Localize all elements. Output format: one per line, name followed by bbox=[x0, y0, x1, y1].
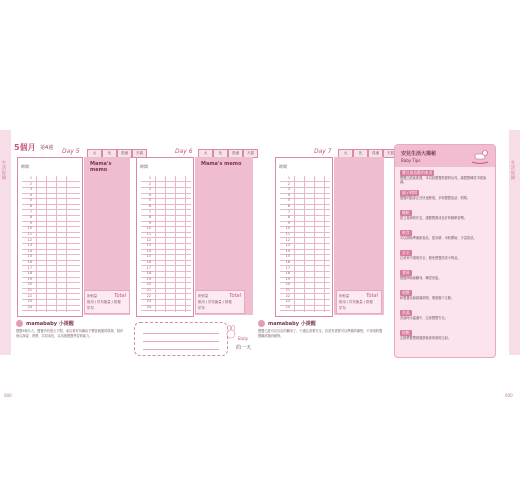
total-label: 飲用 / 尿布換量 / 排便 bbox=[87, 300, 121, 304]
hour-number: 7 bbox=[29, 209, 32, 214]
month-title: 5個月 bbox=[14, 143, 36, 152]
baby-tips-title: 安兒生活大揭秘 bbox=[401, 151, 437, 157]
check-label: 洗澡 bbox=[368, 149, 383, 158]
page-number-right: 000 bbox=[505, 393, 513, 398]
log-row bbox=[22, 305, 80, 311]
side-tab-text-right: 生活紀錄 bbox=[511, 160, 515, 180]
grid-col bbox=[304, 176, 305, 312]
hour-number: 9 bbox=[29, 220, 32, 225]
hour-number: 6 bbox=[148, 204, 151, 208]
hour-number: 14 bbox=[27, 248, 32, 253]
log-row bbox=[280, 305, 330, 311]
grid-col bbox=[155, 176, 156, 312]
check-label: 大 bbox=[198, 149, 213, 158]
hour-number: 21 bbox=[285, 288, 290, 292]
hour-number: 13 bbox=[27, 243, 32, 248]
grid-col bbox=[314, 176, 315, 312]
hour-number: 2 bbox=[148, 181, 151, 186]
top-band-left bbox=[0, 117, 258, 127]
check-label: 大 bbox=[338, 149, 353, 158]
check-label: 大 bbox=[87, 149, 102, 158]
hour-number: 8 bbox=[148, 215, 151, 220]
total-label: 尿布 bbox=[339, 306, 346, 310]
hour-number: 10 bbox=[146, 226, 151, 231]
hour-number: 15 bbox=[146, 254, 151, 259]
hour-number: 1 bbox=[29, 176, 32, 180]
tip-heading: 寶貝最喜歡的東西 bbox=[402, 170, 433, 175]
hour-number: 1 bbox=[287, 176, 290, 180]
total-word: Total bbox=[366, 293, 378, 299]
tip-body: 寶寶的腦部正在快速發展，多與寶寶說話、唱歌。 bbox=[400, 196, 471, 200]
hour-number: 8 bbox=[29, 215, 32, 220]
hour-number: 9 bbox=[287, 220, 290, 225]
rocking-horse-icon bbox=[469, 148, 491, 165]
hour-number: 4 bbox=[287, 192, 290, 197]
tip-body: 寶寶開始會翻身，練習坐姿。 bbox=[400, 276, 442, 280]
hour-number: 8 bbox=[287, 215, 290, 220]
day-7-label: Day 7 bbox=[314, 148, 332, 155]
hour-number: 23 bbox=[27, 299, 32, 304]
baby-day-box[interactable] bbox=[134, 322, 228, 356]
hour-number: 19 bbox=[146, 276, 151, 281]
hour-number: 7 bbox=[287, 209, 290, 214]
hour-number: 24 bbox=[27, 304, 32, 309]
tip-box-right bbox=[258, 320, 386, 354]
baby-caption: Baby bbox=[238, 336, 249, 341]
total-box-day6 bbox=[195, 290, 245, 314]
tip-box-left bbox=[16, 320, 128, 354]
total-label: 奶粉量 bbox=[339, 294, 350, 298]
tip-heading: 提醒 bbox=[402, 330, 410, 335]
hour-number: 11 bbox=[27, 232, 32, 236]
time-label: 時間 bbox=[279, 164, 287, 169]
hour-number: 10 bbox=[285, 226, 290, 231]
note-line bbox=[143, 349, 219, 350]
tip-text: 寶寶5個月大，寶寶仍有很大下限，而以要有持續給予豐富刺激的環境，陪伴他以探索、遊戲、共同成長，以培養寶寶學習的能力。 bbox=[16, 329, 124, 338]
time-label: 時間 bbox=[21, 164, 29, 169]
hour-number: 12 bbox=[146, 237, 151, 242]
tip-body: 可以開始準備副食品，從米精、米粉開始，少量嘗試。 bbox=[400, 236, 477, 240]
hour-number: 17 bbox=[27, 265, 32, 270]
tip-title: mamababy 小提醒 bbox=[268, 321, 316, 327]
log-row bbox=[141, 305, 191, 311]
total-word: Total bbox=[114, 293, 126, 299]
total-label: 飲用 / 尿布換量 / 排便 bbox=[339, 300, 373, 304]
hour-number: 22 bbox=[146, 293, 151, 298]
note-line bbox=[143, 333, 219, 334]
total-word: Total bbox=[229, 293, 241, 299]
baby-tips-subtitle: Baby Tips bbox=[401, 158, 421, 163]
hour-number: 6 bbox=[287, 204, 290, 208]
grid-col bbox=[66, 176, 67, 312]
check-label: 洗澡 bbox=[117, 149, 132, 158]
memo-title: Mama's memo bbox=[90, 161, 112, 173]
check-label: 比 bbox=[102, 149, 117, 158]
day-7-log bbox=[275, 148, 333, 317]
hour-number: 18 bbox=[285, 271, 290, 276]
hour-number: 19 bbox=[285, 276, 290, 281]
hour-number: 14 bbox=[285, 248, 290, 253]
hour-number: 12 bbox=[27, 237, 32, 242]
tip-heading: 飲食 bbox=[402, 230, 410, 235]
hour-number: 2 bbox=[29, 181, 32, 186]
total-label: 尿布 bbox=[87, 306, 94, 310]
tip-body: 和寶寶玩躲貓貓遊戲，增進親子互動。 bbox=[400, 296, 455, 300]
total-label: 奶粉量 bbox=[87, 294, 98, 298]
tip-heading: 發展 bbox=[402, 270, 410, 275]
hour-number: 15 bbox=[285, 254, 290, 259]
tip-title: mamababy 小提醒 bbox=[26, 321, 74, 327]
smile-icon bbox=[258, 320, 265, 327]
tip-heading: 安全 bbox=[402, 250, 410, 255]
grid-col bbox=[294, 176, 295, 312]
hour-number: 13 bbox=[146, 243, 151, 248]
check-label: 比 bbox=[213, 149, 228, 158]
day-5-label: Day 5 bbox=[62, 148, 80, 155]
week-label: 第4週 bbox=[40, 145, 54, 151]
hour-number: 16 bbox=[285, 260, 290, 264]
smile-icon bbox=[16, 320, 23, 327]
check-label: 天氣 bbox=[132, 149, 147, 158]
hour-number: 11 bbox=[285, 232, 290, 236]
tip-body: 定期帶寶寶做健康檢查與預防注射。 bbox=[400, 336, 451, 340]
hour-number: 17 bbox=[146, 265, 151, 270]
hour-number: 16 bbox=[146, 260, 151, 264]
hour-number: 22 bbox=[285, 293, 290, 298]
grid-col bbox=[36, 176, 37, 312]
hour-number: 19 bbox=[27, 276, 32, 281]
tip-text: 寶寶已經可以自由的翻身了，不過注意要安全，若是有需要可以準備防撞墊，不再預防寶寶翻滾撞到硬物。 bbox=[258, 329, 383, 338]
total-label: 尿布 bbox=[198, 306, 205, 310]
hour-number: 21 bbox=[27, 288, 32, 292]
tip-heading: 洗澡 bbox=[402, 310, 410, 315]
hour-number: 3 bbox=[148, 187, 151, 192]
hour-number: 15 bbox=[27, 254, 32, 259]
grid-col bbox=[46, 176, 47, 312]
hour-number: 5 bbox=[148, 198, 151, 203]
hour-number: 4 bbox=[29, 192, 32, 197]
hour-number: 6 bbox=[29, 204, 32, 208]
tip-heading: 睡眠 bbox=[402, 210, 410, 215]
check-label: 天氣 bbox=[243, 149, 258, 158]
hour-number: 3 bbox=[29, 187, 32, 192]
hour-number: 12 bbox=[285, 237, 290, 242]
tip-body: 注意家中環境安全，避免寶寶誤食小物品。 bbox=[400, 256, 461, 260]
grid-col bbox=[165, 176, 166, 312]
hour-number: 4 bbox=[148, 192, 151, 197]
page-number-left: 000 bbox=[4, 393, 12, 398]
hour-number: 3 bbox=[287, 187, 290, 192]
tip-heading: 親子時間 bbox=[402, 190, 418, 195]
hour-number: 5 bbox=[29, 198, 32, 203]
hour-number: 9 bbox=[148, 220, 151, 225]
baby-tips-panel bbox=[394, 144, 496, 358]
tip-body: 建立規律的作息，讓寶寶養成良好的睡眠習慣。 bbox=[400, 216, 467, 220]
hour-number: 18 bbox=[27, 271, 32, 276]
total-label: 飲用 / 尿布換量 / 排便 bbox=[198, 300, 232, 304]
total-label: 奶粉量 bbox=[198, 294, 209, 298]
check-label: 天氣 bbox=[383, 149, 398, 158]
time-label: 時間 bbox=[140, 164, 148, 169]
hour-number: 24 bbox=[285, 304, 290, 309]
day-caption: 的一天 bbox=[236, 345, 252, 351]
memo-title: Mama's memo bbox=[201, 161, 242, 167]
hour-number: 20 bbox=[27, 282, 32, 287]
grid-col bbox=[324, 176, 325, 312]
grid-col bbox=[185, 176, 186, 312]
hour-number: 22 bbox=[27, 293, 32, 298]
note-line bbox=[143, 341, 219, 342]
top-band-right bbox=[262, 117, 520, 127]
hour-number: 16 bbox=[27, 260, 32, 264]
side-tab-text-left: 生活紀錄 bbox=[2, 160, 6, 180]
tip-body: 洗澡時水溫適中，注意寶寶安全。 bbox=[400, 316, 448, 320]
total-box-day5 bbox=[84, 290, 130, 314]
check-label: 比 bbox=[353, 149, 368, 158]
hour-number: 18 bbox=[146, 271, 151, 276]
hour-number: 17 bbox=[285, 265, 290, 270]
hour-number: 21 bbox=[146, 288, 151, 292]
hour-number: 23 bbox=[285, 299, 290, 304]
grid-col bbox=[175, 176, 176, 312]
hour-number: 13 bbox=[285, 243, 290, 248]
check-label: 洗澡 bbox=[228, 149, 243, 158]
hour-number: 10 bbox=[27, 226, 32, 231]
hour-number: 23 bbox=[146, 299, 151, 304]
tip-heading: 遊戲 bbox=[402, 290, 410, 295]
hour-number: 24 bbox=[146, 304, 151, 309]
hour-number: 1 bbox=[148, 176, 151, 180]
grid-col bbox=[56, 176, 57, 312]
hour-number: 20 bbox=[285, 282, 290, 287]
day-6-label: Day 6 bbox=[175, 148, 193, 155]
hour-number: 7 bbox=[148, 209, 151, 214]
tip-body: 寶寶已經能抓握，可以給寶寶抓握的玩具，讓寶寶練習手眼協調。 bbox=[400, 176, 487, 185]
hour-number: 5 bbox=[287, 198, 290, 203]
hour-number: 14 bbox=[146, 248, 151, 253]
hour-number: 2 bbox=[287, 181, 290, 186]
hour-number: 11 bbox=[146, 232, 151, 236]
hour-number: 20 bbox=[146, 282, 151, 287]
total-box-day7 bbox=[336, 290, 382, 314]
bunny-icon bbox=[226, 324, 236, 338]
